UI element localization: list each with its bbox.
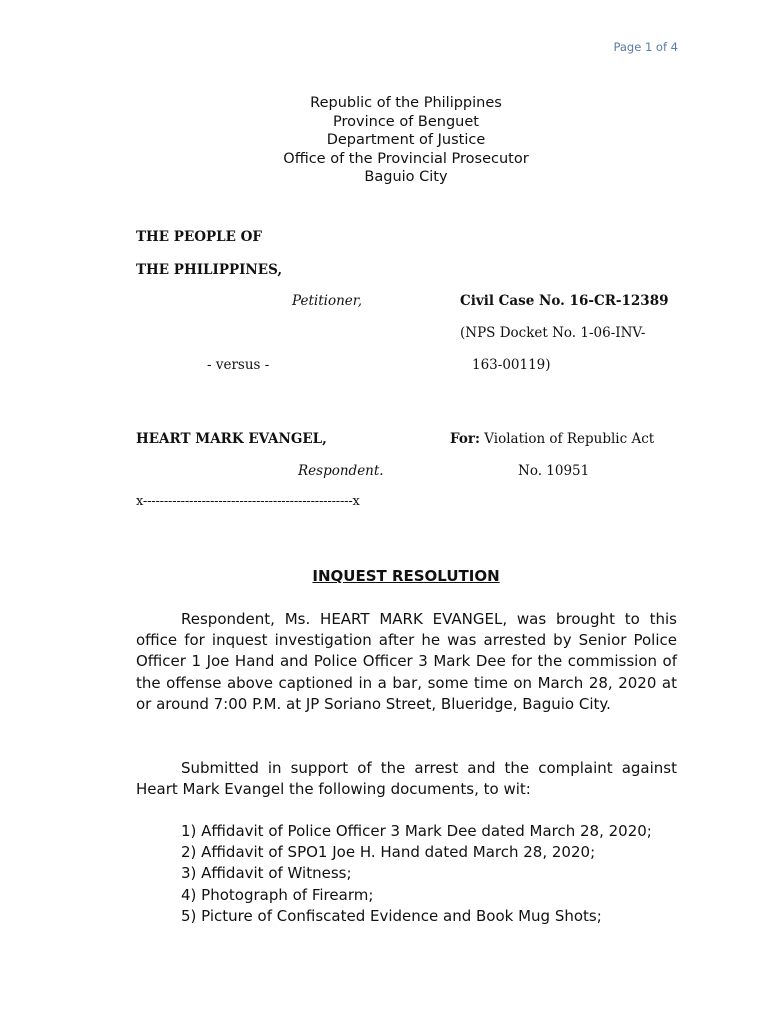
plaintiff-line-1: THE PEOPLE OF bbox=[136, 229, 262, 245]
document-header bbox=[0, 94, 768, 187]
violation-line-1: Violation of Republic Act bbox=[484, 431, 655, 447]
list-item: 3) Affidavit of Witness; bbox=[181, 864, 352, 883]
case-number: Civil Case No. 16-CR-12389 bbox=[460, 293, 669, 309]
docket-line-1: (NPS Docket No. 1-06-INV- bbox=[460, 325, 646, 341]
resolution-title: INQUEST RESOLUTION bbox=[312, 567, 500, 585]
paragraph-2: Submitted in support of the arrest and the complaint against Heart Mark Evangel the following documents, to wit: bbox=[136, 759, 677, 799]
list-item: 2) Affidavit of SPO1 Joe H. Hand dated March 28, 2020; bbox=[181, 843, 596, 862]
header-line: Office of the Provincial Prosecutor bbox=[283, 150, 529, 167]
caption-separator: x--------------------------------------------------x bbox=[136, 494, 360, 509]
list-item: 4) Photograph of Firearm; bbox=[181, 885, 374, 904]
documents-list bbox=[181, 821, 652, 927]
respondent-label: Respondent. bbox=[298, 463, 384, 479]
for-label: For: bbox=[450, 431, 480, 447]
violation-line-2: No. 10951 bbox=[518, 463, 590, 479]
offense-line-1 bbox=[450, 431, 654, 447]
header-line: Baguio City bbox=[364, 169, 448, 186]
paragraph-1: Respondent, Ms. HEART MARK EVANGEL, was brought to this office for inquest investigation after he was arrested by Senior Police Officer 1 Joe Hand and Police Officer 3 Mark Dee for the commission of the offense above captioned in a bar, some time on March 28, 2020 at or around 7:00 P.M. at JP Soriano Street, Blueridge, Baguio City. bbox=[136, 610, 677, 713]
respondent-name: HEART MARK EVANGEL, bbox=[136, 431, 327, 447]
header-line: Department of Justice bbox=[326, 132, 486, 149]
header-line: Province of Benguet bbox=[333, 113, 479, 130]
petitioner-label: Petitioner, bbox=[292, 293, 363, 309]
docket-line-2: 163-00119) bbox=[472, 357, 551, 373]
versus-label: - versus - bbox=[207, 357, 270, 373]
list-item: 5) Picture of Confiscated Evidence and Book Mug Shots; bbox=[181, 906, 602, 925]
list-item: 1) Affidavit of Police Officer 3 Mark Dee dated March 28, 2020; bbox=[181, 822, 652, 840]
header-line: Republic of the Philippines bbox=[310, 95, 502, 111]
page-indicator: Page 1 of 4 bbox=[613, 40, 678, 54]
plaintiff-line-2: THE PHILIPPINES, bbox=[136, 262, 283, 278]
